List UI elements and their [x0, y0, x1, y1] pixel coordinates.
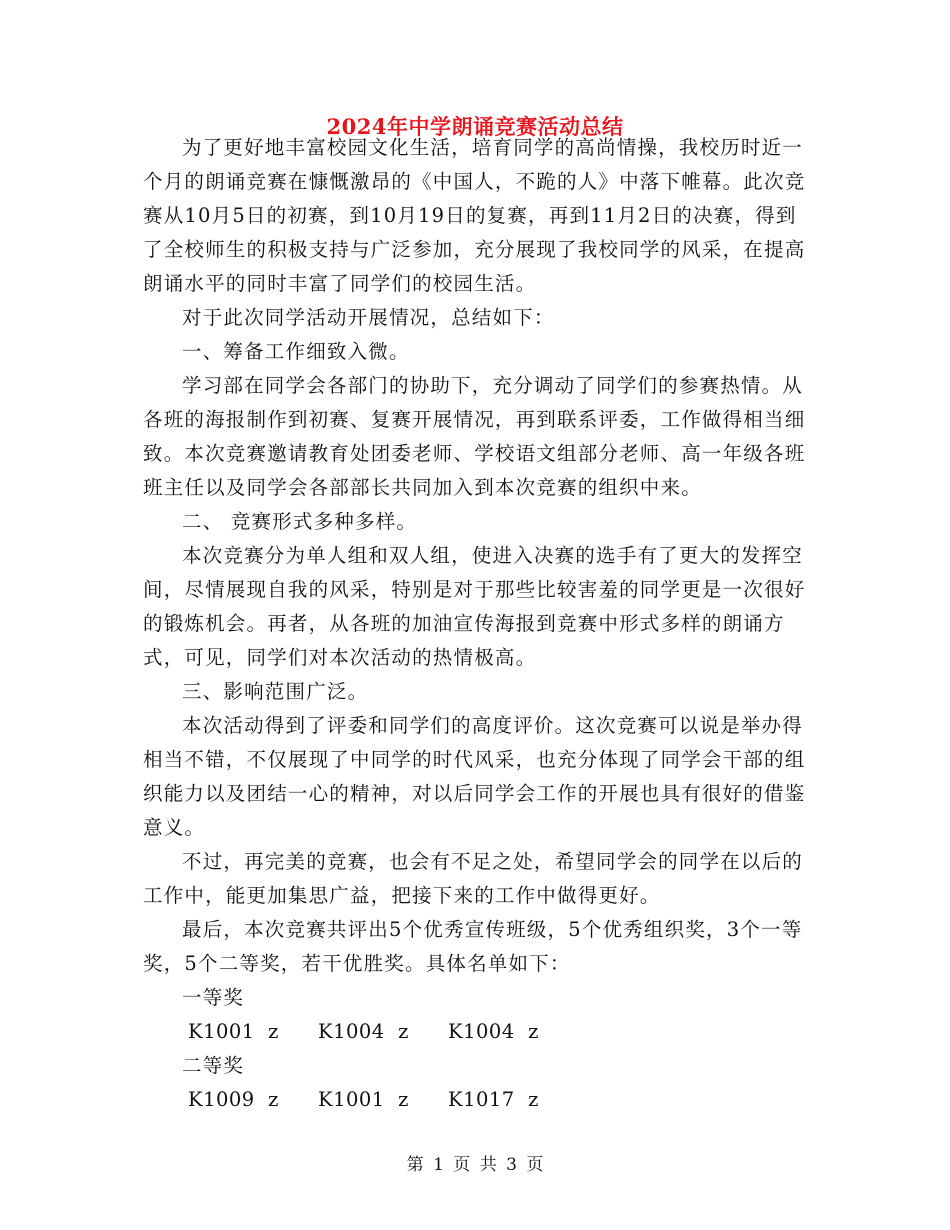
second-prize-list	[143, 1083, 813, 1117]
award-entry: K1004 z	[318, 1020, 409, 1043]
document-body	[143, 131, 813, 1117]
paragraph-section-1: 学习部在同学会各部门的协助下，充分调动了同学们的参赛热情。从各班的海报制作到初赛、复赛开展情况，再到联系评委，工作做得相当细致。本次竞赛邀请教育处团委老师、学校语文组部分老师、高一年级各班班主任以及同学会各部部长共同加入到本次竞赛的组织中来。	[143, 374, 806, 499]
section-heading-3: 三、影响范围广泛。	[182, 680, 369, 703]
document-title: 2024年中学朗诵竞赛活动总结	[326, 114, 624, 139]
award-entry: K1009 z	[188, 1088, 279, 1111]
section-heading-2: 二、 竞赛形式多种多样。	[182, 510, 418, 533]
paragraph-section-3: 本次活动得到了评委和同学们的高度评价。这次竞赛可以说是举办得相当不错，不仅展现了中同学的时代风采，也充分体现了同学会干部的组织能力以及团结一心的精神，对以后同学会工作的开展也具有很好的借鉴意义。	[143, 714, 806, 839]
paragraph-intro: 为了更好地丰富校园文化生活，培育同学的高尚情操，我校历时近一个月的朗诵竞赛在慷慨激昂的《中国人，不跪的人》中落下帷幕。此次竞赛从10月5日的初赛，到10月19日的复赛，再到11月2日的决赛，得到了全校师生的积极支持与广泛参加，充分展现了我校同学的风采，在提高朗诵水平的同时丰富了同学们的校园生活。	[143, 136, 806, 295]
award-entry: K1001 z	[318, 1088, 409, 1111]
paragraph-results: 最后，本次竞赛共评出5个优秀宣传班级，5个优秀组织奖，3个一等奖，5个二等奖，若干优胜奖。具体名单如下：	[143, 918, 803, 975]
section-heading-1: 一、筹备工作细致入微。	[182, 340, 410, 363]
first-prize-list	[143, 1015, 813, 1049]
award-entry: K1004 z	[448, 1020, 539, 1043]
paragraph-summary-lead: 对于此次同学活动开展情况，总结如下：	[182, 306, 555, 329]
page-footer: 第 1 页 共 3 页	[406, 1155, 544, 1175]
award-entry: K1001 z	[188, 1020, 279, 1043]
second-prize-label: 二等奖	[182, 1054, 245, 1077]
paragraph-section-2: 本次竞赛分为单人组和双人组，使进入决赛的选手有了更大的发挥空间，尽情展现自我的风采，特别是对于那些比较害羞的同学更是一次很好的锻炼机会。再者，从各班的加油宣传海报到竞赛中形式多样的朗诵方式，可见，同学们对本次活动的热情极高。	[143, 544, 806, 669]
first-prize-label: 一等奖	[182, 986, 245, 1009]
paragraph-shortcomings: 不过，再完美的竞赛，也会有不足之处，希望同学会的同学在以后的工作中，能更加集思广益，把接下来的工作中做得更好。	[143, 850, 804, 907]
award-entry: K1017 z	[448, 1088, 539, 1111]
